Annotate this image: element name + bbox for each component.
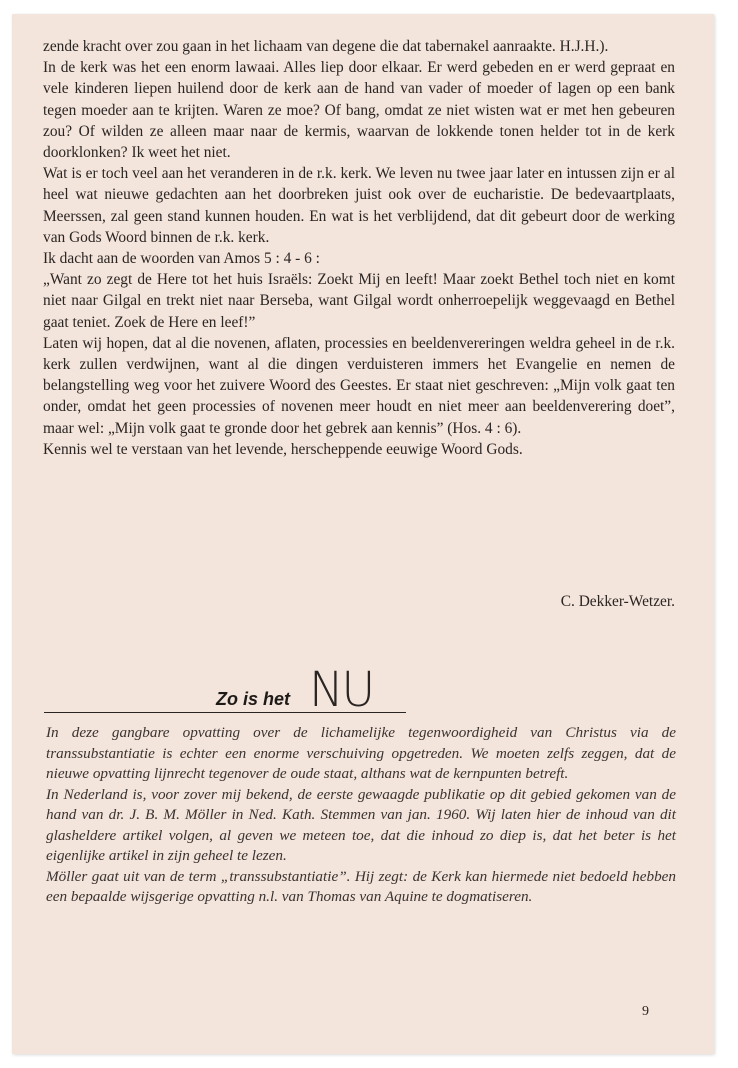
section-heading: [216, 662, 373, 716]
page-number: 9: [642, 1004, 649, 1019]
section-heading-small: Zo is het: [216, 689, 291, 709]
article-paragraph: In de kerk was het een enorm lawaai. Alles liep door elkaar. Er werd gebeden en er werd gepraat en vele kinderen liepen huilend door de kerk aan de hand van vader of moeder of lagen op een bank tegen moeder aan te krijten. Waren ze moe? Of bang, omdat ze niet wisten wat er met hen gebeuren zou? Of wilden ze alleen maar naar de kermis, waarvan de lokkende tonen helder tot in de kerk doorklonken? Ik weet het niet.: [43, 59, 675, 162]
section-paragraph: In deze gangbare opvatting over de lichamelijke tegenwoordigheid van Christus via de transsubstantiatie is echter een enorme verschuiving opgetreden. We moeten zelfs zeggen, dat de nieuwe opvatting lijnrecht tegenover de oude staat, althans wat de kernpunten betreft.: [46, 724, 676, 782]
author-signature: C. Dekker-Wetzer.: [560, 593, 675, 610]
article-quote: „Want zo zegt de Here tot het huis Israëls: Zoekt Mij en leeft! Maar zoekt Bethel toch niet en komt niet naar Gilgal en trekt niet naar Berseba, want Gilgal wordt onherroepelijk weggevaagd en Bethel gaat teniet. Zoek de Here en leef!”: [43, 271, 675, 331]
article-paragraph: Laten wij hopen, dat al die novenen, aflaten, processies en beeldenvereringen weldra geheel in de r.k. kerk zullen verdwijnen, want al die dingen verduisteren immers het Evangelie en nemen de belangstelling weg voor het zuivere Woord des Geestes. Er staat niet geschreven: „Mijn volk gaat ten onder, omdat het geen processies of novenen meer houdt en niet meer aan beeldenverering doet”, maar wel: „Mijn volk gaat te gronde door het gebrek aan kennis” (Hos. 4 : 6).: [43, 334, 675, 437]
section-heading-big: NU: [309, 660, 374, 718]
article-paragraph: zende kracht over zou gaan in het lichaam van degene die dat tabernakel aanraakte. H.J.H.).: [43, 38, 609, 55]
section-paragraph: In Nederland is, voor zover mij bekend, de eerste gewaagde publikatie op dit gebied gekomen van de hand van dr. J. B. M. Möller in Ned. Kath. Stemmen van jan. 1960. Wij laten hier de inhoud van dit glasheldere artikel volgen, al geven we meteen toe, dat die inhoud zo diep is, dat het beter is het eigenlijke artikel in zijn geheel te lezen.: [46, 785, 676, 864]
section-paragraph: Möller gaat uit van de term „transsubstantiatie”. Hij zegt: de Kerk kan hiermede niet bedoeld hebben een bepaalde wijsgerige opvatting n.l. van Thomas van Aquine te dogmatiseren.: [46, 867, 676, 905]
section-body: [46, 723, 676, 908]
article-body: [43, 36, 675, 460]
article-paragraph: Wat is er toch veel aan het veranderen in de r.k. kerk. We leven nu twee jaar later en intussen zijn er al heel wat nieuwe gedachten aan het doorbreken juist ook over de eucharistie. De bedevaartplaats, Meerssen, zal geen stand kunnen houden. En wat is het verblijdend, dat dit gebeurt door de werking van Gods Woord binnen de r.k. kerk.: [43, 165, 675, 246]
page: [12, 14, 714, 1054]
heading-rule: [44, 712, 406, 713]
article-paragraph: Kennis wel te verstaan van het levende, herscheppende eeuwige Woord Gods.: [43, 440, 523, 458]
article-paragraph: Ik dacht aan de woorden van Amos 5 : 4 - 6 :: [43, 250, 320, 268]
